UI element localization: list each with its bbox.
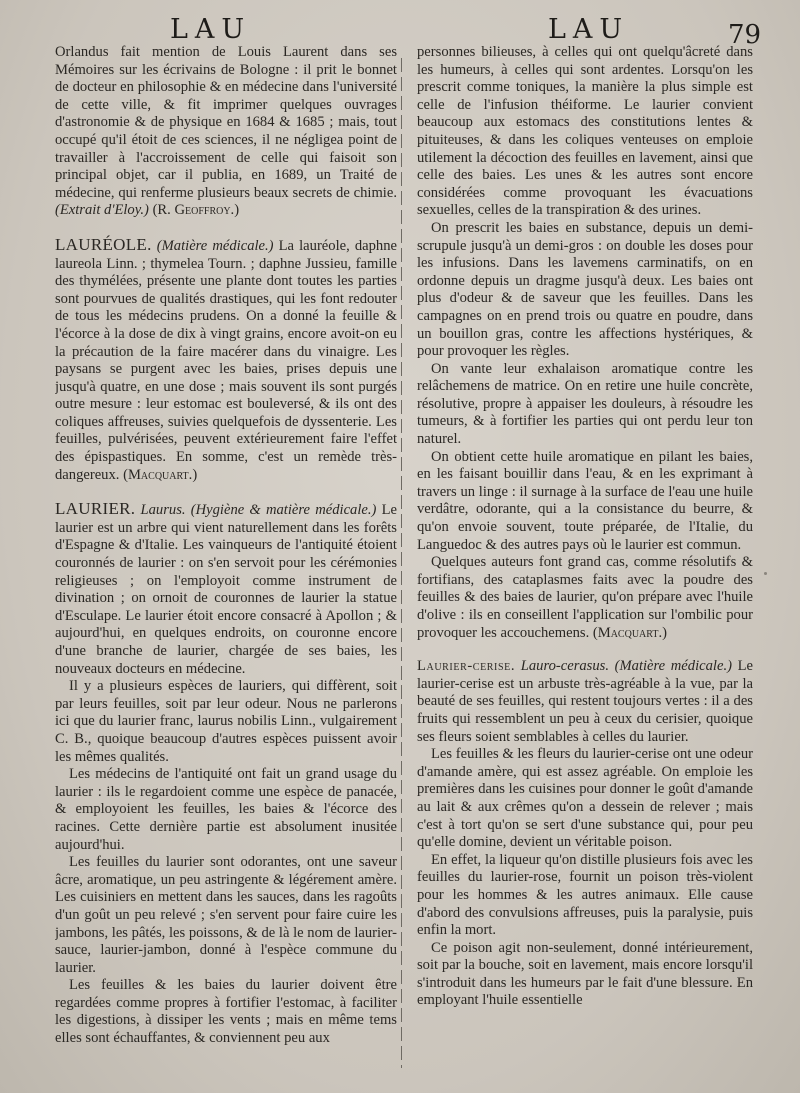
- entry-text: Le laurier-cerise est un arbuste très-agréable à la vue, par la beauté de ses feuilles, qui restent toujours vertes : il a des fruits qui ressemblent un peu à ceux du cerisier, quoique ses fleurs soient semblables à celles du laurier.: [417, 658, 753, 745]
- running-head-left: LAU: [170, 14, 252, 45]
- source-citation: (Extrait d'Eloy.): [55, 202, 149, 219]
- paragraph-baies: Les feuilles & les baies du laurier doivent être regardées comme propres à fortifier l'estomac, à faciliter les digestions, à dissiper les vents ; mais en même tems elles sont échauffantes, & conviennent peu aux: [55, 977, 397, 1047]
- entry-text: Le laurier est un arbre qui vient naturellement dans les forêts d'Espagne & d'Italie. Les vainqueurs de l'antiquité étoient couronnés de laurier : on s'en servoit pour les cérémonies religieuses ; on l'employoit comme instrument de divination ; on ornoit de couronnes de laurier la statue d'Esculape. Le laurier étoit encore consacré à Apollon ; & aujourd'hui, en quelques endroits, on couronne encore d'une branche de laurier, chargée de ses baies, les nouveaux docteurs en médecine.: [55, 502, 397, 677]
- paragraph-vante: On vante leur exhalaison aromatique contre les relâchemens de matrice. On en retire une huile concrète, résolutive, propre à appaiser les douleurs, à résoudre les tumeurs, & à fortifier les parties qui ont perdu leur ton naturel.: [417, 360, 753, 448]
- right-column: [417, 44, 753, 1054]
- author-signature: (R. Geoffroy.): [152, 202, 240, 219]
- paragraph-poison: Ce poison agit non-seulement, donné intérieurement, soit par la bouche, soit en lavement, mais encore lorsqu'il s'introduit dans les humeurs par le fait d'une blessure. En employant l'huile essentielle: [417, 939, 753, 1009]
- entry-category: (Matière médicale.): [614, 658, 732, 675]
- paragraph-text: Orlandus fait mention de Louis Laurent dans ses Mémoires sur les écrivains de Bologne : il prit le bonnet de docteur en philosophie & en médecine dans l'université de cette ville, & fit imprimer quelques ouvrages d'astronomie & de physique en 1684 & 1685 ; mais, tout occupé qu'il étoit de ces sciences, il ne négligea point de travailler à l'accroissement de celle qui faisoit son principal objet, car il publia, en 1689, un Traité de médecine, qui renferme plusieurs beaux secrets de chimie.: [55, 44, 397, 201]
- entry-latin-name: Lauro-cerasus.: [520, 658, 609, 675]
- entry-category: (Hygiène & matière médicale.): [190, 502, 377, 519]
- paper-speck: [764, 572, 767, 575]
- author-signature: (Macquart.): [592, 624, 667, 641]
- page-number: 79: [728, 20, 762, 50]
- paragraph-obtient: On obtient cette huile aromatique en pilant les baies, en les faisant bouillir dans l'eau, & en les exprimant à travers un linge : il surnage à la surface de l'eau une huile verdâtre, odorante, qui a la consistance du beurre, & qu'on envoie souvent, toute préparée, de l'Italie, du Languedoc & des autres pays où le laurier est commun.: [417, 448, 753, 553]
- paragraph-continuation: personnes bilieuses, à celles qui ont quelqu'âcreté dans les humeurs, à celles qui sont ardentes. Lorsqu'on les prescrit comme toniques, la manière la plus simple est celle de l'infusion théiforme. Le laurier convient beaucoup aux estomacs des constitutions lentes & pituiteuses, & dans les coliques venteuses on emploie utilement la décoction des feuilles en lavement, ainsi que celle des baies. Les unes & les autres sont encore considérées comme provoquant les évacuations sexuelles, celles de la transpiration & des urines.: [417, 44, 753, 219]
- paragraph-text: Quelques auteurs font grand cas, comme résolutifs & fortifians, des cataplasmes faits avec la poudre des feuilles & des baies de laurier, qu'on prépare avec l'huile d'olive : ils en conseillent l'application sur l'ombilic pour provoquer les accouchemens.: [417, 554, 753, 641]
- paragraph-effet: En effet, la liqueur qu'on distille plusieurs fois avec les feuilles du laurier-rose, fournit un poison très-violent pour les hommes & les autres animaux. Elle cause d'abord des convulsions affreuses, puis la paralysie, puis enfin la mort.: [417, 851, 753, 939]
- running-head-right: LAU: [548, 14, 630, 45]
- entry-latin-name: Laurus.: [140, 502, 186, 519]
- paragraph-feuilles: Les feuilles du laurier sont odorantes, ont une saveur âcre, aromatique, un peu astringente & légérement amère. Les cuisiniers en mettent dans les sauces, dans les ragoûts d'un goût un peu relevé ; s'en servent pour faire cuire les jambons, les pâtés, les poissons, & de là le nom de laurier-sauce, laurier-jambon, donné à l'espèce commune du laurier.: [55, 854, 397, 976]
- column-divider: [401, 58, 402, 1068]
- paragraph-medecins: Les médecins de l'antiquité ont fait un grand usage du laurier : ils le regardoient comme une espèce de panacée, & employoient les feuilles, les baies & l'écorce des racines. Cette dernière partie est absolument inusitée aujourd'hui.: [55, 766, 397, 853]
- paragraph-fleurs: Les feuilles & les fleurs du laurier-cerise ont une odeur d'amande amère, qui est assez agréable. On emploie les premières dans les cuisines pour donner le goût d'amande au lait & aux crêmes qu'on a dessein de relever ; mais c'est à tort qu'on se sert d'une substance qui, pour peu qu'elle domine, devient un véritable poison.: [417, 746, 753, 851]
- entry-heading: LAURÉOLE.: [55, 234, 152, 254]
- entry-text: La lauréole, daphne laureola Linn. ; thymelea Tourn. ; daphne Jussieu, famille des thymélées, présente une plante dont toutes les parties sont pourvues de qualités drastiques, qui les font redouter de tous les médecins prudens. On a donné la feuille & l'écorce à la dose de dix à vingt grains, encore avoit-on eu la précaution de la faire macérer dans du vinaigre. Les paysans se purgent avec les baies, prises depuis une jusqu'à quatre, en une dose ; mais souvent ils sont purgés outre mesure : leur estomac est bouleversé, & ils ont des coliques affreuses, suivies quelquefois de dyssenterie. Les feuilles, pulvérisées, peuvent extérieurement faire l'effet des épispastiques. En somme, c'est un remède très-dangereux.: [55, 237, 397, 483]
- entry-laurier-cerise: [417, 658, 753, 746]
- paragraph-prescrit: On prescrit les baies en substance, depuis un demi-scrupule jusqu'à un demi-gros : on double les doses pour les infusions. Dans les lavemens carminatifs, on en ordonne depuis un dragme jusqu'à deux. Les baies ont plus d'odeur & de saveur que les feuilles. Dans les campagnes on en prend trois ou quatre en poudre, dans un bouillon gras, contre les affections hystériques, & pour provoquer les règles.: [417, 219, 753, 360]
- paragraph-especes: Il y a plusieurs espèces de lauriers, qui diffèrent, soit par leurs feuilles, soit par leur odeur. Nous ne parlerons ici que du laurier franc, laurus nobilis Linn., vulgairement C. B., quoique beaucoup d'autres espèces puissent avoir les mêmes qualités.: [55, 678, 397, 765]
- entry-laurier: [55, 500, 397, 678]
- left-column: [55, 44, 397, 1054]
- author-signature: (Macquart.): [123, 466, 198, 483]
- entry-heading: LAURIER.: [55, 499, 136, 519]
- entry-laurent-paragraph: [55, 44, 397, 220]
- entry-category: (Matière médicale.): [156, 237, 274, 254]
- paragraph-auteurs: [417, 554, 753, 642]
- entry-heading: Laurier-cerise.: [417, 658, 516, 675]
- entry-laureole: [55, 236, 397, 484]
